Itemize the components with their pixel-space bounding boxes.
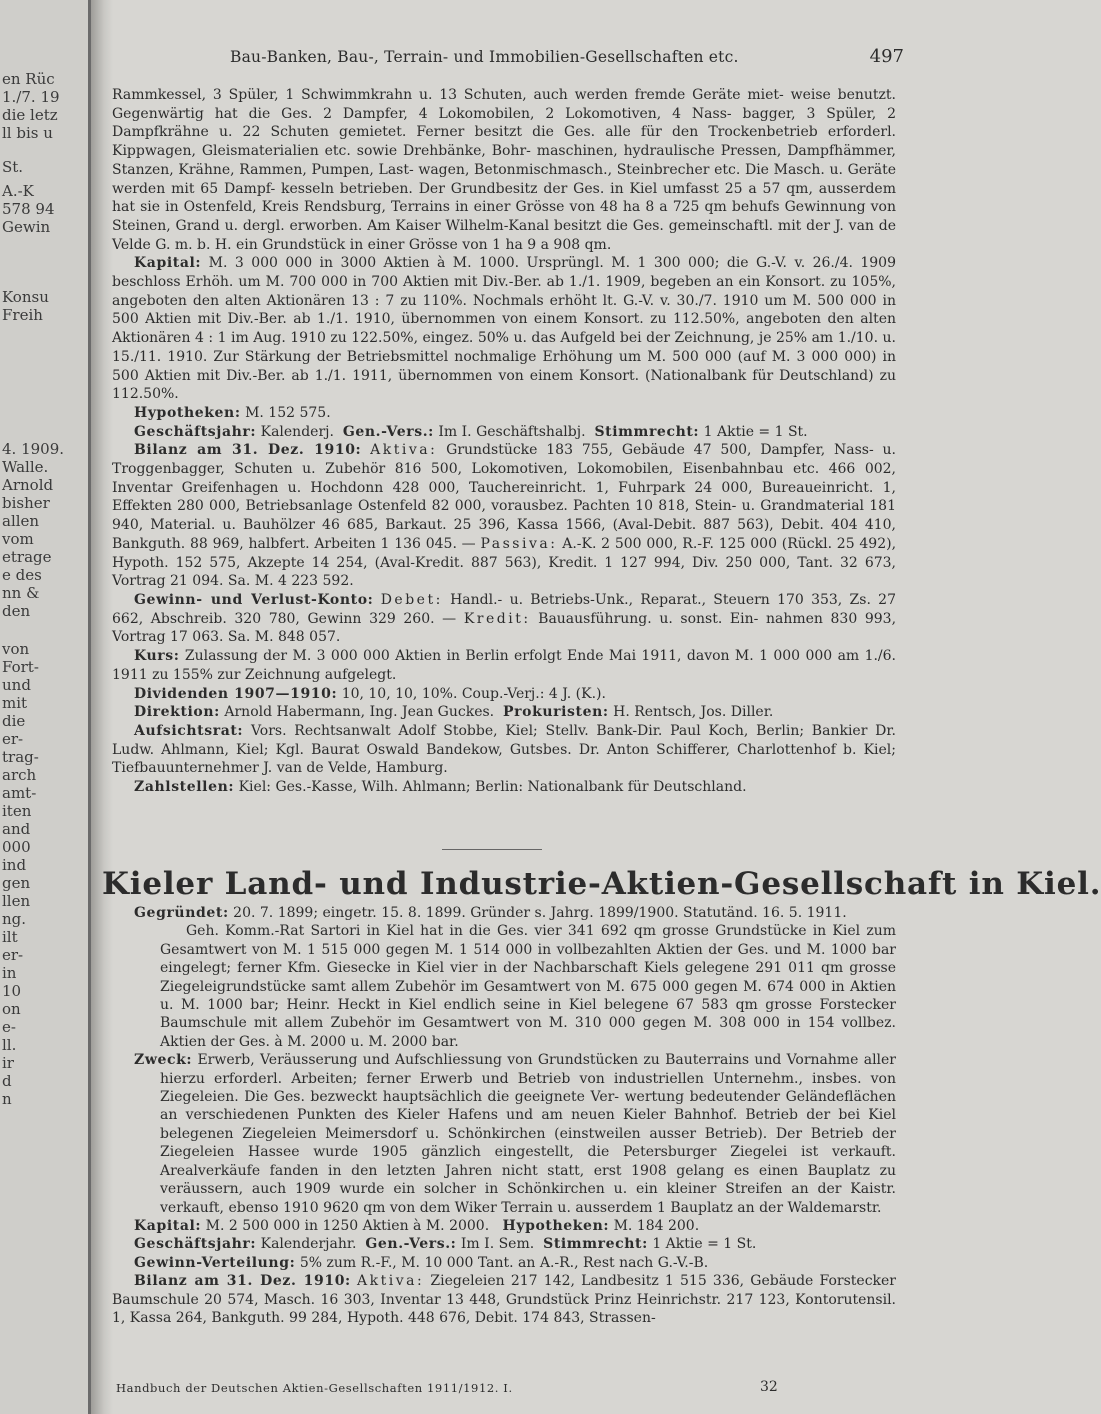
facing-page-fragment: den [2, 602, 31, 620]
company-kapital-section [112, 1217, 896, 1235]
gewinn-verteilung-section [112, 1254, 896, 1272]
facing-page-fragment: 4. 1909. [2, 440, 65, 458]
gewinn-verteilung-label: Gewinn-Verteilung: [134, 1254, 296, 1271]
kapital-text: M. 3 000 000 in 3000 Aktien à M. 1000. Ursprüngl. M. 1 300 000; die G.-V. v. 26./4. 1909 beschloss Erhöh. um M. 700 000 in 700 Aktien mit Div.-Ber. ab 1./1. 1909, begeben an ein Konsort. zu 105%, angeboten den alten Aktionären 13 : 7 zu 110%. Nochmals erhöht lt. G.-V. v. 30./7. 1910 um M. 500 000 in 500 Aktien mit Div.-Ber. ab 1./1. 1910, übernommen von einem Konsort. zu 112.50%, angeboten den alten Aktionären 4 : 1 im Aug. 1910 zu 122.50%, eingez. 50% u. das Aufgeld bei der Zeichnung, je 25% am 1./10. u. 15./11. 1910. Zur Stärkung der Betriebsmittel nochmalige Erhöhung um M. 500 000 (auf M. 3 000 000) in 500 Aktien mit Div.-Ber. ab 1./1. 1911, übernommen von einem Konsort. (Nationalbank für Deutschland) zu 112.50%. [112, 255, 896, 403]
company-heading: Kieler Land- und Industrie-Aktien-Gesellschaft in Kiel. [102, 866, 1101, 902]
geschaeftsjahr-label: Geschäftsjahr: [134, 423, 257, 440]
debet-word: Debet: [380, 591, 443, 608]
facing-page-fragment: amt- [2, 784, 37, 802]
gegruendet-text: 20. 7. 1899; eingetr. 15. 8. 1899. Gründer s. Jahrg. 1899/1900. Statutänd. 16. 5. 1911. [233, 905, 847, 921]
facing-page-fragment: ll. [2, 1036, 17, 1054]
company-stimmrecht-text: 1 Aktie = 1 St. [652, 1236, 757, 1253]
gewinn-verteilung-text: 5% zum R.-F., M. 10 000 Tant. an A.-R., Rest nach G.-V.-B. [299, 1254, 709, 1271]
prokuristen-label: Prokuristen: [503, 704, 609, 721]
hypotheken-label: Hypotheken: [134, 404, 241, 421]
kurs-section [112, 647, 896, 684]
zweck-section [112, 1051, 896, 1217]
company-geschaeftsjahr-text: Kalenderjahr. [260, 1236, 357, 1253]
debet-text: Handl.- u. Betriebs-Unk., Reparat., Steuern 170 353, Zs. 27 662, Abschreib. 320 780, Gewinn 329 260. — [112, 591, 896, 627]
facing-page-edge [0, 0, 91, 1414]
page-number: 497 [869, 46, 904, 67]
company-bilanz-label: Bilanz am 31. Dez. 1910: [134, 1273, 351, 1290]
zahlstellen-label: Zahlstellen: [134, 779, 235, 796]
facing-page-fragment: etrage [2, 548, 52, 566]
facing-page-fragment: 10 [2, 982, 22, 1000]
facing-page-fragment: er- [2, 946, 24, 964]
facing-page-fragment: trag- [2, 748, 39, 766]
facing-page-fragment: er- [2, 730, 24, 748]
facing-page-fragment: Konsu [2, 288, 49, 306]
footer-imprint: Handbuch der Deutschen Aktien-Gesellschaften 1911/1912. I. [116, 1381, 513, 1395]
facing-page-fragment: arch [2, 766, 37, 784]
direktion-text: Arnold Habermann, Ing. Jean Guckes. [224, 704, 495, 721]
aufsichtsrat-label: Aufsichtsrat: [134, 722, 244, 739]
company-geschaeftsjahr-label: Geschäftsjahr: [134, 1236, 257, 1253]
company-kapital-label: Kapital: [134, 1217, 202, 1234]
facing-page-fragment: Arnold [2, 476, 54, 494]
company-aktiva-text: Ziegeleien 217 142, Landbesitz 1 515 336, Gebäude Forstecker Baumschule 20 574, Masch. 16 303, Inventar 13 448, Grundstück Prinz Heinrichstr. 217 123, Kontorutensil. 1, Kassa 264, Bankguth. 99 284, Hypoth. 448 676, Debit. 174 843, Strassen- [112, 1273, 896, 1326]
gegruendet-section [112, 904, 896, 922]
facing-page-fragment: die [2, 712, 26, 730]
kapital-section [112, 254, 896, 404]
facing-page-fragment: e- [2, 1018, 16, 1036]
section-divider [442, 849, 542, 850]
zahlstellen-text: Kiel: Ges.-Kasse, Wilh. Ahlmann; Berlin: Nationalbank für Deutschland. [238, 779, 747, 796]
company-gen-vers-text: Im I. Sem. [460, 1236, 535, 1253]
facing-page-fragment: Walle. [2, 458, 49, 476]
company-gen-vers-label: Gen.-Vers.: [365, 1236, 457, 1253]
prokuristen-text: H. Rentsch, Jos. Diller. [613, 704, 774, 721]
gegruendet-label: Gegründet: [134, 905, 229, 921]
geschaeftsjahr-section [112, 423, 896, 442]
gen-vers-label: Gen.-Vers.: [342, 423, 434, 440]
aktiva-word: Aktiva: [370, 442, 438, 459]
company-kapital-text: M. 2 500 000 in 1250 Aktien à M. 2000. [205, 1217, 490, 1234]
facing-page-fragment: ind [2, 856, 27, 874]
zweck-label: Zweck: [134, 1052, 193, 1069]
aufsichtsrat-section [112, 722, 896, 778]
kurs-label: Kurs: [134, 648, 180, 665]
hypotheken-text: M. 152 575. [245, 404, 331, 421]
geschaeftsjahr-text: Kalenderj. [260, 423, 334, 440]
running-head [112, 48, 1000, 72]
company-aktiva-word: Aktiva: [357, 1273, 425, 1290]
direktion-label: Direktion: [134, 704, 220, 721]
facing-page-fragment: llen [2, 892, 31, 910]
company-geschaeftsjahr-section [112, 1235, 896, 1253]
facing-page-fragment: in [2, 964, 17, 982]
direktion-section [112, 703, 896, 722]
facing-page-fragment: A.-K [2, 182, 34, 200]
aktiva-text: Grundstücke 183 755, Gebäude 47 500, Dampfer, Nass- u. Troggenbagger, Schuten u. Zubehör 816 500, Lokomotiven, Lokomobilen, Eisenbahnbau etc. 466 002, Inventar Greifenhagen u. Hochdonn 428 000, Tauchereinricht. 1, Fuhrpark 24 000, Bureaueinricht. 1, Effekten 280 000, Betriebsanlage Ostenfeld 82 000, vorausbez. Pachten 10 818, Stein- u. Grandmaterial 181 940, Material. u. Bauhölzer 46 685, Barkaut. 25 396, Kassa 1566, (Aval-Debit. 887 563), Debit. 404 410, Bankguth. 88 969, halbfert. Arbeiten 1 136 045. — [112, 442, 897, 552]
page-footer [112, 1381, 896, 1401]
kredit-text: Bauausführung. u. sonst. Ein- nahmen 830 993, Vortrag 17 063. Sa. M. 848 057. [112, 610, 897, 646]
zweck-text: Erwerb, Veräusserung und Aufschliessung von Grundstücken zu Bauterrains und Vornahme aller hierzu erforderl. Arbeiten; ferner Erwerb und Betrieb von industriellen Unternehm., insbes. von Ziegeleien. Die Ges. bezweckt hauptsächlich die geeignete Ver- wertung bedeutender Geländeflächen an verschiedenen Punkten des Kieler Hafens und am neuen Kieler Bahnhof. Betrieb der bei Kiel belegenen Ziegeleien Meimersdorf u. Schönkirchen (einstweilen ausser Betrieb). Der Betrieb der Ziegeleien Hassee wurde 1905 gänzlich eingestellt, die Petersburger Ziegelei ist verkauft. Arealverkäufe fanden in den letzten Jahren nicht statt, erst 1908 gelang es einen Bauplatz zu veräussern, auch 1909 wurde ein solcher in Schönkirchen u. ein kleiner Streifen an der Kaistr. verkauft, ebenso 1910 9620 qm von dem Wiker Terrain u. ausserdem 1 Bauplatz an der Waldemarstr. [160, 1052, 896, 1216]
facing-page-fragment: bisher [2, 494, 50, 512]
running-title: Bau-Banken, Bau-, Terrain- und Immobilien-Gesellschaften etc. [230, 48, 739, 66]
dividenden-section [112, 685, 896, 704]
facing-page-fragment: en Rüc [2, 70, 55, 88]
aufsichtsrat-text: Vors. Rechtsanwalt Adolf Stobbe, Kiel; Stellv. Bank-Dir. Paul Koch, Berlin; Bankier Dr. Ludw. Ahlmann, Kiel; Kgl. Baurat Oswald Bandekow, Gutsbes. Dr. Anton Schifferer, Charlottenhof b. Kiel; Tiefbauunternehmer J. van de Velde, Hamburg. [112, 722, 896, 777]
dividenden-text: 10, 10, 10, 10%. Coup.-Verj.: 4 J. (K.). [341, 685, 606, 702]
kredit-word: Kredit: [463, 610, 531, 627]
facing-page-fragment: die letz [2, 106, 58, 124]
entry-intro: Rammkessel, 3 Spüler, 1 Schwimmkrahn u. 13 Schuten, auch werden fremde Geräte miet- weise benutzt. Gegenwärtig hat die Ges. 2 Dampfer, 4 Lokomobilen, 2 Lokomotiven, 4 Nass- bagger, 3 Spüler, 2 Dampfkrähne u. 22 Schuten gemietet. Ferner besitzt die Ges. alle für den Trockenbetrieb erforderl. Kippwagen, Gleismaterialien etc. sowie Drehbänke, Bohr- maschinen, hydraulische Pressen, Dampfhämmer, Stanzen, Krähne, Rammen, Pumpen, Last- wagen, Betonmischmasch., Steinbrecher etc. Die Masch. u. Geräte werden mit 65 Dampf- kesseln betrieben. Der Grundbesitz der Ges. in Kiel umfasst 25 a 57 qm, ausserdem hat sie in Ostenfeld, Kreis Rendsburg, Terrains in einer Grösse von 48 ha 8 a 725 qm behufs Gewinnung von Steinen, Grand u. dergl. erworben. Am Kaiser Wilhelm-Kanal besitzt die Ges. gemeinschaftl. mit der J. van de Velde G. m. b. H. ein Grundstück in einer Grösse von 1 ha 9 a 908 qm. [112, 87, 896, 253]
facing-page-fragment: 1./7. 19 [2, 88, 60, 106]
guv-label: Gewinn- und Verlust-Konto: [134, 591, 374, 608]
zahlstellen-section [112, 778, 896, 797]
continuation-entry [112, 86, 896, 797]
facing-page-fragment: gen [2, 874, 31, 892]
facing-page-fragment: ir [2, 1054, 14, 1072]
facing-page-fragment: von [2, 640, 30, 658]
stimmrecht-text: 1 Aktie = 1 St. [703, 423, 808, 440]
hypotheken-section [112, 404, 896, 423]
facing-page-fragment: 000 [2, 838, 31, 856]
facing-page-fragment: ng. [2, 910, 27, 928]
facing-page-fragment: and [2, 820, 31, 838]
facing-page-fragment: allen [2, 512, 40, 530]
facing-page-fragment: ilt [2, 928, 18, 946]
facing-page-fragment: iten [2, 802, 32, 820]
passiva-word: Passiva: [480, 535, 558, 552]
facing-page-fragment: e des [2, 566, 42, 584]
facing-page-fragment: d [2, 1072, 12, 1090]
document-page [102, 0, 1101, 1414]
gen-vers-text: Im I. Geschäftshalbj. [438, 423, 586, 440]
signature-mark: 32 [760, 1379, 778, 1395]
facing-page-fragment: vom [2, 530, 34, 548]
company-hypotheken-label: Hypotheken: [502, 1217, 610, 1234]
facing-page-fragment: Fort- [2, 658, 39, 676]
kapital-label: Kapital: [134, 255, 202, 272]
facing-page-fragment: ll bis u [2, 124, 53, 142]
facing-page-fragment: Gewin [2, 218, 51, 236]
stimmrecht-label: Stimmrecht: [594, 423, 700, 440]
guv-section [112, 591, 896, 647]
facing-page-fragment: nn & [2, 584, 40, 602]
dividenden-label: Dividenden 1907—1910: [134, 685, 338, 702]
company-hypotheken-text: M. 184 200. [613, 1217, 700, 1234]
facing-page-fragment: mit [2, 694, 28, 712]
company-bilanz-section [112, 1272, 896, 1327]
company-stimmrecht-label: Stimmrecht: [543, 1236, 648, 1253]
bilanz-section [112, 441, 896, 591]
kurs-text: Zulassung der M. 3 000 000 Aktien in Berlin erfolgt Ende Mai 1911, davon M. 1 000 000 am 1./6. 1911 zu 155% zur Zeichnung aufgelegt. [112, 648, 896, 683]
facing-page-fragment: n [2, 1090, 12, 1108]
company-entry [112, 904, 896, 1327]
facing-page-fragment: 578 94 [2, 200, 55, 218]
facing-page-fragment: Freih [2, 306, 43, 324]
bilanz-label: Bilanz am 31. Dez. 1910: [134, 442, 362, 459]
book-gutter [91, 0, 113, 1414]
company-intro: Geh. Komm.-Rat Sartori in Kiel hat in die Ges. vier 341 692 qm grosse Grundstücke in Kiel zum Gesamtwert von M. 1 515 000 gegen M. 1 514 000 in vollbezahlten Aktien der Ges. und M. 1000 bar eingelegt; ferner Kfm. Giesecke in Kiel vier in der Nachbarschaft Kiels gelegene 291 011 qm grosse Ziegeleigrundstücke samt allem Zubehör im Gesamtwert von M. 675 000 gegen M. 674 000 in Aktien u. M. 1000 bar; Heinr. Heckt in Kiel endlich seine in Kiel belegene 67 583 qm grosse Forstecker Baumschule mit allem Zubehör im Gesamtwert von M. 310 000 gegen M. 308 000 in 154 vollbez. Aktien der Ges. à M. 2000 u. M. 2000 bar. [160, 923, 896, 1050]
facing-page-fragment: und [2, 676, 31, 694]
facing-page-fragment: on [2, 1000, 21, 1018]
passiva-text: A.-K. 2 500 000, R.-F. 125 000 (Rückl. 25 492), Hypoth. 152 575, Akzepte 14 254, (Aval-Kredit. 887 563), Kredit. 1 127 994, Div. 250 000, Tant. 32 673, Vortrag 21 094. Sa. M. 4 223 592. [112, 535, 897, 590]
facing-page-fragment: St. [2, 158, 24, 176]
